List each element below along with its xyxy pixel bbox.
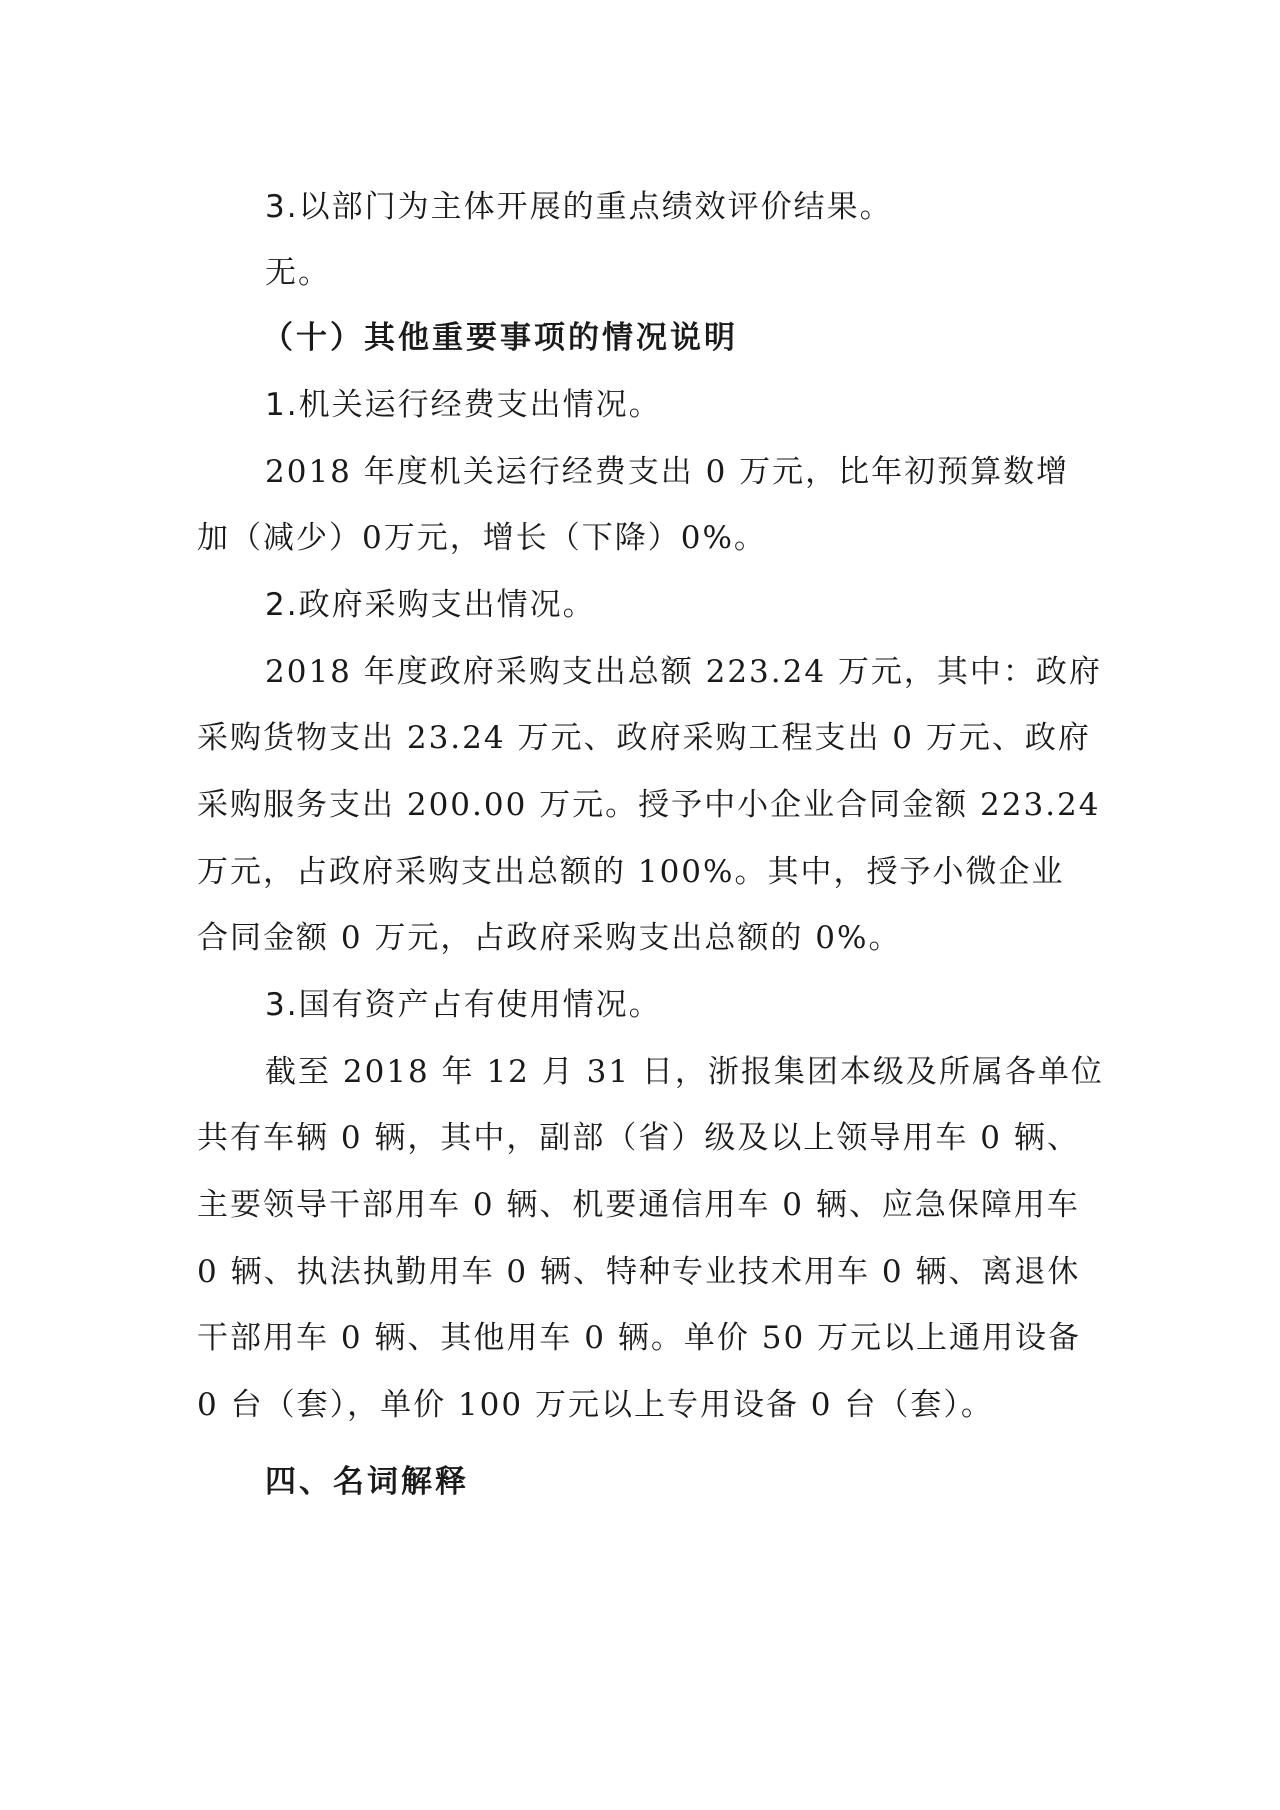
section-heading-glossary: 四、名词解释 xyxy=(265,1464,469,1500)
paragraph-line: 采购货物支出 23.24 万元、政府采购工程支出 0 万元、政府 xyxy=(197,720,1091,756)
subsection-heading-operating-expenses: 1.机关运行经费支出情况。 xyxy=(265,387,662,423)
subsection-heading-state-assets: 3.国有资产占有使用情况。 xyxy=(265,987,662,1023)
subsection-heading-procurement: 2.政府采购支出情况。 xyxy=(265,587,596,623)
paragraph-none: 无。 xyxy=(265,255,331,291)
paragraph-line: 万元，占政府采购支出总额的 100%。其中，授予小微企业 xyxy=(197,854,1065,890)
paragraph-line: 加（减少）0万元，增长（下降）0%。 xyxy=(197,520,767,556)
paragraph-line: 截至 2018 年 12 月 31 日，浙报集团本级及所属各单位 xyxy=(265,1054,1104,1090)
paragraph-line: 采购服务支出 200.00 万元。授予中小企业合同金额 223.24 xyxy=(197,787,1101,823)
subsection-heading-performance-results: 3.以部门为主体开展的重点绩效评价结果。 xyxy=(265,189,893,225)
paragraph-line: 合同金额 0 万元，占政府采购支出总额的 0%。 xyxy=(197,920,902,956)
paragraph-line: 0 辆、执法执勤用车 0 辆、特种专业技术用车 0 辆、离退休 xyxy=(197,1254,1081,1290)
paragraph-line: 2018 年度机关运行经费支出 0 万元，比年初预算数增 xyxy=(265,454,1070,490)
section-heading-other-matters: （十）其他重要事项的情况说明 xyxy=(262,320,738,356)
paragraph-line: 共有车辆 0 辆，其中，副部（省）级及以上领导用车 0 辆、 xyxy=(197,1120,1080,1156)
paragraph-line: 2018 年度政府采购支出总额 223.24 万元，其中：政府 xyxy=(265,654,1102,690)
paragraph-line: 干部用车 0 辆、其他用车 0 辆。单价 50 万元以上通用设备 xyxy=(197,1320,1082,1356)
paragraph-line: 0 台（套），单价 100 万元以上专用设备 0 台（套）。 xyxy=(197,1387,994,1423)
paragraph-line: 主要领导干部用车 0 辆、机要通信用车 0 辆、应急保障用车 xyxy=(197,1187,1080,1223)
